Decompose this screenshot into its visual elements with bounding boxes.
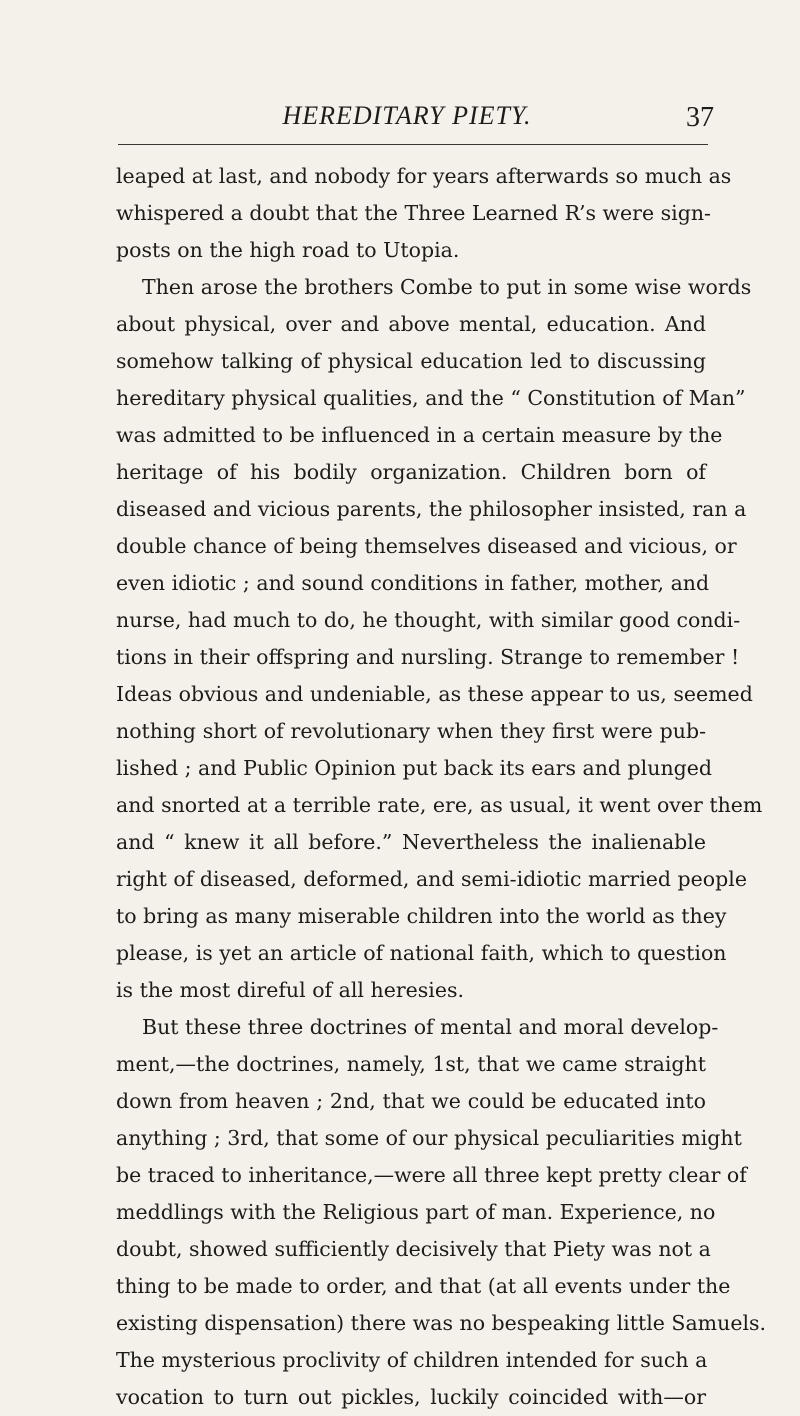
text-line: doubt, showed sufficiently decisively that Piety was not a — [116, 1237, 711, 1261]
text-line: But these three doctrines of mental and moral develop- — [142, 1015, 719, 1039]
page-number: 37 — [686, 102, 714, 133]
text-line: The mysterious proclivity of children intended for such a — [116, 1348, 708, 1372]
text-line: meddlings with the Religious part of man. Experience, no — [116, 1200, 716, 1224]
running-title: HEREDITARY PIETY. — [282, 101, 532, 130]
text-line: somehow talking of physical education led to discussing — [116, 349, 706, 373]
text-line: be traced to inheritance,—were all three kept pretty clear of — [116, 1163, 747, 1187]
header-rule — [118, 144, 708, 145]
text-line: right of diseased, deformed, and semi-idiotic married people — [116, 867, 747, 891]
text-line: to bring as many miserable children into the world as they — [116, 904, 727, 928]
text-line: and snorted at a terrible rate, ere, as usual, it went over them — [116, 793, 763, 817]
text-line: diseased and vicious parents, the philosopher insisted, ran a — [116, 497, 747, 521]
text-line: Then arose the brothers Combe to put in some wise words — [142, 275, 752, 299]
text-line: posts on the high road to Utopia. — [116, 238, 460, 262]
text-line: lished ; and Public Opinion put back its ears and plunged — [116, 756, 713, 780]
text-line: thing to be made to order, and that (at all events under the — [116, 1274, 731, 1298]
text-line: tions in their offspring and nursling. Strange to remember ! — [116, 645, 740, 669]
body-text — [116, 158, 767, 1416]
text-line: nurse, had much to do, he thought, with similar good condi- — [116, 608, 741, 632]
text-line: even idiotic ; and sound conditions in father, mother, and — [116, 571, 710, 595]
text-line: heritage of his bodily organization. Children born of — [116, 460, 706, 484]
text-line: whispered a doubt that the Three Learned R’s were sign- — [116, 201, 711, 225]
text-line: nothing short of revolutionary when they first were pub- — [116, 719, 706, 743]
text-line: was admitted to be influenced in a certain measure by the — [116, 423, 723, 447]
text-line: Ideas obvious and undeniable, as these appear to us, seemed — [116, 682, 753, 706]
text-line: is the most direful of all heresies. — [116, 978, 465, 1002]
text-line: existing dispensation) there was no bespeaking little Samuels. — [116, 1311, 767, 1335]
text-line: please, is yet an article of national faith, which to question — [116, 941, 727, 965]
text-line: double chance of being themselves diseased and vicious, or — [116, 534, 737, 558]
text-line: leaped at last, and nobody for years afterwards so much as — [116, 164, 732, 188]
page-header — [0, 100, 800, 132]
text-line: ment,—the doctrines, namely, 1st, that we came straight — [116, 1052, 706, 1076]
text-line: about physical, over and above mental, education. And — [116, 312, 706, 336]
text-line: down from heaven ; 2nd, that we could be educated into — [116, 1089, 706, 1113]
text-line: hereditary physical qualities, and the “ Constitution of Man” — [116, 386, 746, 410]
text-line: anything ; 3rd, that some of our physical peculiarities might — [116, 1126, 742, 1150]
text-line: vocation to turn out pickles, luckily coincided with—or — [116, 1385, 706, 1409]
text-line: and “ knew it all before.” Nevertheless the inalienable — [116, 830, 706, 854]
